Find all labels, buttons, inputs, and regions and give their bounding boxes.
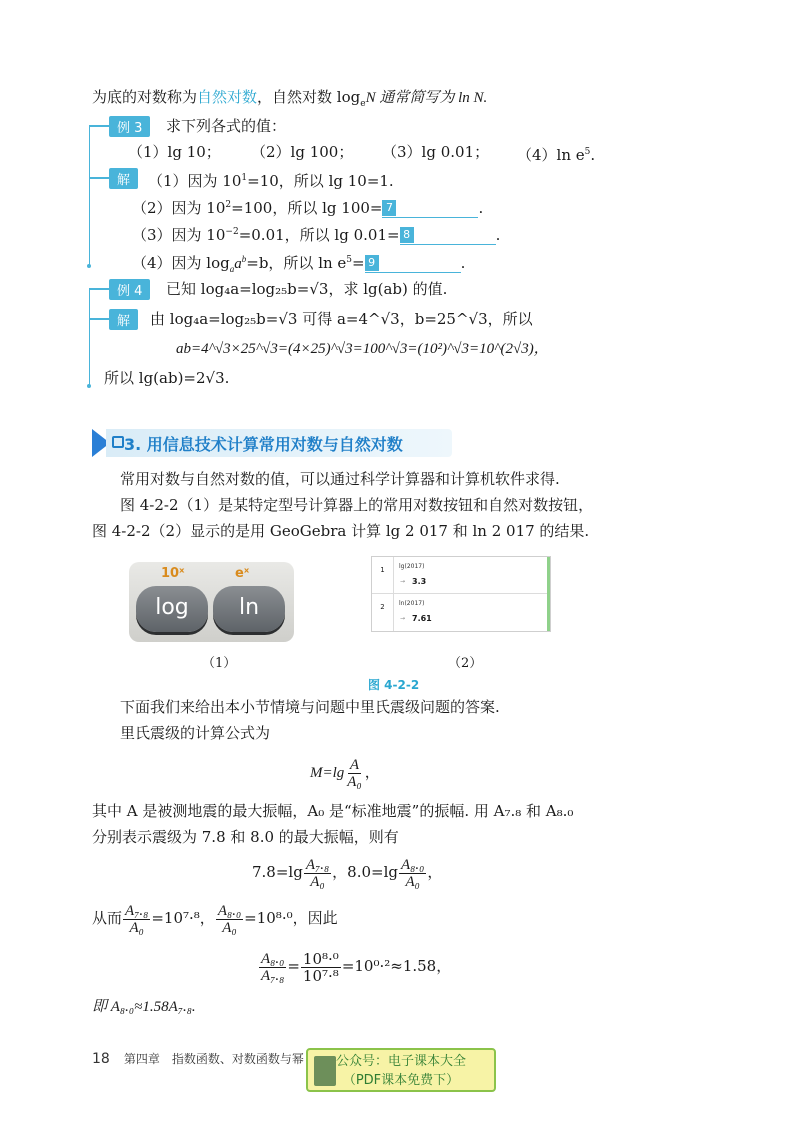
sol1-sup: 1 xyxy=(241,173,248,183)
sol1-a: （1）因为 10 xyxy=(148,172,242,190)
eq1-fraction-2 xyxy=(399,857,426,890)
page-footer xyxy=(92,1050,304,1067)
blank-number-8: 8 xyxy=(400,227,414,243)
sol2-sup: 2 xyxy=(225,200,232,210)
example3-bracket-end xyxy=(87,264,91,268)
calculator-keys-image xyxy=(129,562,294,642)
sol3-period: . xyxy=(495,226,501,244)
richter-conclusion: 即 A₈.₀≈1.58A₇.₈. xyxy=(92,999,196,1015)
sol3-sup: −2 xyxy=(225,227,239,237)
solution4-line2: ab=4^√3×25^√3=(4×25)^√3=100^√3=(10²)^√3=10^(2√3)， xyxy=(176,341,549,357)
solution3-line2 xyxy=(132,194,483,219)
sol1-b: =10，所以 lg 10=1. xyxy=(247,172,394,190)
sol4-period: . xyxy=(460,254,466,272)
badge-bar xyxy=(89,177,109,179)
solution3-line1 xyxy=(148,167,394,192)
fraction-numerator: A₇.₈ xyxy=(305,856,330,873)
badge-bar xyxy=(89,318,109,320)
solution3-badge xyxy=(89,167,138,189)
section-header xyxy=(92,429,452,457)
answer-blank-8[interactable] xyxy=(400,227,496,245)
item4-end: . xyxy=(590,146,596,164)
fraction-numerator: A₇.₈ xyxy=(125,902,149,919)
sol4-sub: a xyxy=(229,264,235,274)
example4-bracket xyxy=(89,290,90,386)
example3-item-1: （1）lg 10； xyxy=(128,143,221,161)
richter-formula xyxy=(310,752,380,793)
fraction-numerator: A₈.₀ xyxy=(401,856,425,873)
fraction-numerator: A₈.₀ xyxy=(217,902,242,919)
watermark-line-2: （PDF课本免费下） xyxy=(342,1073,460,1088)
fraction-numerator: A xyxy=(349,756,360,773)
sol4-a: （4）因为 log xyxy=(132,254,230,272)
equation-3 xyxy=(258,946,451,986)
example4-label: 例 4 xyxy=(109,279,150,300)
example3-item-4 xyxy=(517,141,595,166)
example4-bracket-end xyxy=(87,384,91,388)
key-ln-top-label: eˣ xyxy=(235,566,250,581)
intro-prefix: 为底的对数称为 xyxy=(92,88,198,106)
eq2-mid: =10⁷·⁸， xyxy=(151,909,215,927)
fraction-denominator: A₀ xyxy=(310,873,325,890)
intro-suffix: ，自然对数 log xyxy=(257,88,361,106)
solution3-label: 解 xyxy=(109,168,138,189)
example3-bracket xyxy=(89,126,90,266)
eq2-end: =10⁸·⁰，因此 xyxy=(244,909,338,927)
figure-title: 图 4-2-2 xyxy=(368,678,420,692)
example3-item-3: （3）lg 0.01； xyxy=(382,143,490,161)
watermark-banner xyxy=(306,1048,496,1092)
intro-line xyxy=(92,86,487,115)
eq1-end: ， xyxy=(427,863,443,881)
sol4-d: = xyxy=(352,254,365,272)
item4-sup: 5 xyxy=(584,147,591,157)
eq2-fraction-1 xyxy=(123,903,150,936)
sol3-b: =0.01，所以 lg 0.01= xyxy=(238,226,400,244)
fraction-denominator: A₇.₈ xyxy=(261,967,285,984)
example3-item-2: （2）lg 100； xyxy=(251,143,354,161)
sol2-b: =100，所以 lg 100= xyxy=(231,199,383,217)
row-result: 7.61 xyxy=(412,614,432,623)
sol4-b: a xyxy=(234,256,242,272)
eq1-fraction-1 xyxy=(304,857,331,890)
eq2-fraction-2 xyxy=(216,903,243,936)
geogebra-result-image xyxy=(371,556,551,632)
solution4-label: 解 xyxy=(109,309,138,330)
blank-number-7: 7 xyxy=(382,200,396,216)
answer-blank-7[interactable] xyxy=(382,200,478,218)
watermark-line-1: 公众号：电子课本大全 xyxy=(335,1054,466,1069)
example3-label: 例 3 xyxy=(109,116,150,137)
figure-caption-1: （1） xyxy=(202,656,237,671)
geogebra-row-2 xyxy=(372,594,550,631)
key-log-top-label: 10ˣ xyxy=(161,566,185,581)
badge-bar xyxy=(89,288,109,290)
formula-end: ， xyxy=(364,763,380,781)
richter-paragraph-4: 分别表示震级为 7.8 和 8.0 的最大振幅，则有 xyxy=(92,828,399,846)
sol3-a: （3）因为 10 xyxy=(132,226,226,244)
equation-2 xyxy=(92,898,338,938)
richter-paragraph-2: 里氏震级的计算公式为 xyxy=(120,724,271,742)
term-natural-log: 自然对数 xyxy=(197,88,258,106)
solution3-line4 xyxy=(132,248,465,280)
geogebra-row-1 xyxy=(372,557,550,594)
eq1-mid: ，8.0=lg xyxy=(332,863,398,881)
row-index: 1 xyxy=(372,557,394,594)
book-icon xyxy=(314,1056,336,1086)
row-command: ln(2017) xyxy=(399,600,425,607)
eq3-end: =10⁰·²≈1.58， xyxy=(341,957,452,975)
richter-paragraph-1: 下面我们来给出本小节情境与问题中里氏震级问题的答案. xyxy=(120,698,500,716)
fraction-numerator: A₈.₀ xyxy=(261,950,285,967)
paragraph-1: 常用对数与自然对数的值，可以通过科学计算器和计算机软件求得. xyxy=(120,470,560,488)
blank-number-9: 9 xyxy=(365,255,379,271)
sol4-c: =b，所以 ln e xyxy=(246,254,347,272)
page-number: 18 xyxy=(92,1051,110,1067)
intro-tail: N 通常简写为 ln N. xyxy=(365,90,488,106)
log-key: log xyxy=(136,586,208,632)
fraction-denominator: A₀ xyxy=(222,919,237,936)
sol2-period: . xyxy=(478,199,484,217)
row-command: lg(2017) xyxy=(399,563,425,570)
eq2-left: 从而 xyxy=(92,909,123,927)
eq1-left: 7.8=lg xyxy=(252,863,303,881)
row-result: 3.3 xyxy=(412,577,427,586)
fraction-denominator: A₀ xyxy=(347,773,362,790)
solution4-badge xyxy=(89,308,138,330)
computer-icon xyxy=(112,436,124,448)
example3-question: 求下列各式的值： xyxy=(166,117,287,135)
chapter-title: 第四章 指数函数、对数函数与幂 xyxy=(123,1052,304,1066)
paragraph-2b: 图 4-2-2（2）显示的是用 GeoGebra 计算 lg 2 017 和 ln 2 017 的结果. xyxy=(92,522,590,540)
paragraph-2a: 图 4-2-2（1）是某特定型号计算器上的常用对数按钮和自然对数按钮， xyxy=(120,496,594,514)
badge-bar xyxy=(89,125,109,127)
equation-1 xyxy=(252,852,442,892)
ln-key: ln xyxy=(213,586,285,632)
example4-question: 已知 log₄a=log₂₅b=√3，求 lg(ab) 的值. xyxy=(166,280,448,298)
fraction-numerator: 10⁸·⁰ xyxy=(302,949,339,968)
solution3-line3 xyxy=(132,221,500,246)
solution4-line3: 所以 lg(ab)=2√3. xyxy=(104,369,230,387)
row-index: 2 xyxy=(372,594,394,631)
eq3-fraction-1 xyxy=(259,951,286,984)
geogebra-stripe xyxy=(547,557,550,631)
fraction-denominator: 10⁷·⁸ xyxy=(302,966,339,985)
example4-badge xyxy=(89,278,150,300)
item4-text: （4）ln e xyxy=(517,146,585,164)
formula-left: M=lg xyxy=(310,765,345,781)
eq3-fraction-2 xyxy=(301,951,341,984)
formula-fraction xyxy=(345,757,363,790)
answer-blank-9[interactable] xyxy=(365,255,461,273)
arrow-icon: → xyxy=(400,578,406,585)
solution4-line1: 由 log₄a=log₂₅b=√3 可得 a=4^√3，b=25^√3，所以 xyxy=(150,310,533,328)
section-title: 3. 用信息技术计算常用对数与自然对数 xyxy=(124,435,403,454)
sol4-sup2: 5 xyxy=(346,255,353,265)
intro-sub: e xyxy=(360,99,366,109)
example3-badge xyxy=(89,115,150,137)
figure-caption-2: （2） xyxy=(448,656,483,671)
fraction-denominator: A₀ xyxy=(129,919,144,936)
sol2-a: （2）因为 10 xyxy=(132,199,226,217)
arrow-icon: → xyxy=(400,615,406,622)
eq3-mid: = xyxy=(287,957,300,975)
fraction-denominator: A₀ xyxy=(405,873,420,890)
richter-paragraph-3: 其中 A 是被测地震的最大振幅，A₀ 是“标准地震”的振幅. 用 A₇.₈ 和 A₈.₀ xyxy=(92,802,574,820)
sol4-sup: b xyxy=(241,254,247,264)
